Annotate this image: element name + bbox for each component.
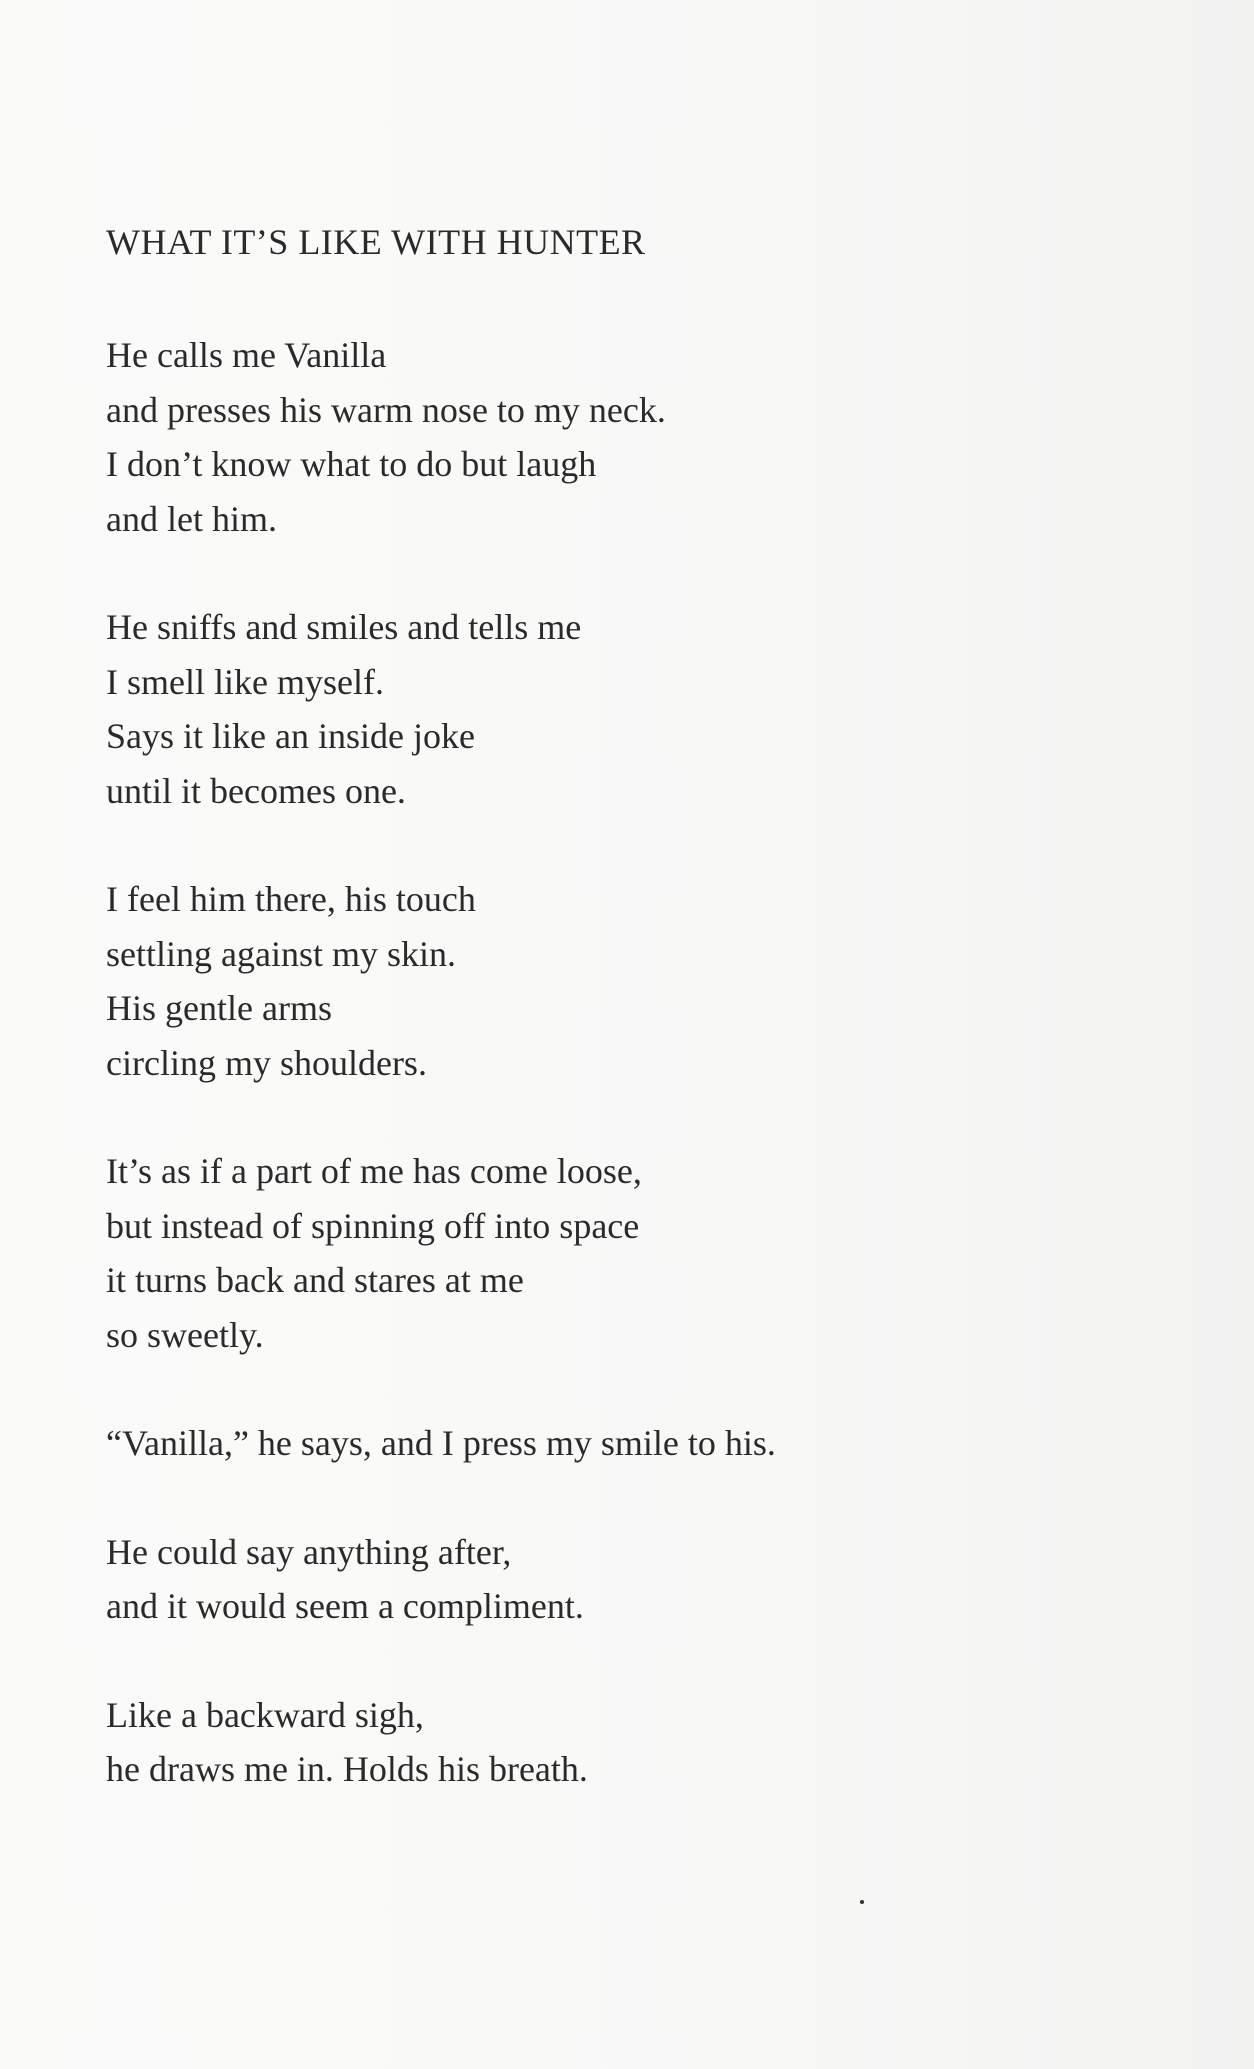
poem-line: so sweetly. <box>106 1314 264 1355</box>
poem-line: settling against my skin. <box>106 933 456 974</box>
stanza-5 <box>106 1416 926 1471</box>
stanza-2 <box>106 600 926 818</box>
stanza-3 <box>106 872 926 1090</box>
poem-line: He could say anything after, <box>106 1531 512 1572</box>
print-speck <box>860 1900 864 1904</box>
stanza-4 <box>106 1144 926 1362</box>
poem-line: He sniffs and smiles and tells me <box>106 607 582 647</box>
poem-line: but instead of spinning off into space <box>106 1205 640 1246</box>
poem-line: and it would seem a compliment. <box>106 1586 584 1626</box>
poem-line: he draws me in. Holds his breath. <box>106 1749 588 1789</box>
poem-line: until it becomes one. <box>106 770 406 811</box>
poem-title: WHAT IT’S LIKE WITH HUNTER <box>106 222 646 262</box>
poem <box>106 220 926 1851</box>
poem-line: I don’t know what to do but laugh <box>106 444 597 484</box>
stanza-1 <box>106 328 926 546</box>
poem-line: It’s as if a part of me has come loose, <box>106 1151 642 1191</box>
poem-line: Like a backward sigh, <box>106 1694 424 1735</box>
poem-line: circling my shoulders. <box>106 1042 427 1083</box>
poem-line: He calls me Vanilla <box>106 335 387 375</box>
poem-line: and let him. <box>106 498 277 539</box>
poem-line: I feel him there, his touch <box>106 879 476 919</box>
poem-line: I smell like myself. <box>106 661 384 702</box>
poem-line: “Vanilla,” he says, and I press my smile to his. <box>106 1423 776 1463</box>
stanza-7 <box>106 1688 926 1797</box>
poem-line: it turns back and stares at me <box>106 1260 524 1300</box>
poem-line: and presses his warm nose to my neck. <box>106 389 666 430</box>
stanza-6 <box>106 1525 926 1634</box>
poem-line: Says it like an inside joke <box>106 716 475 756</box>
poem-line: His gentle arms <box>106 988 332 1028</box>
